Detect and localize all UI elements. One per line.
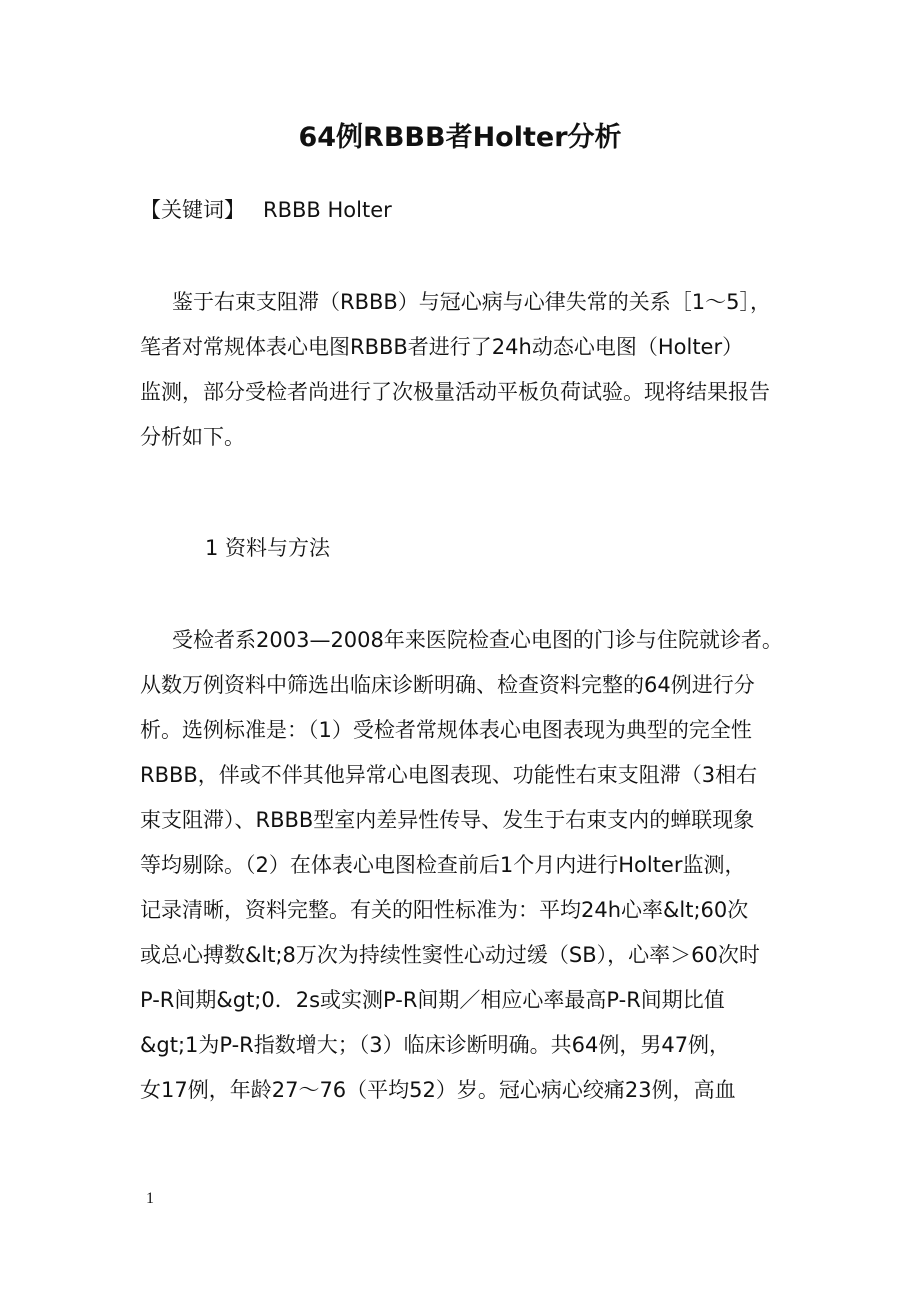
body-line: 从数万例资料中筛选出临床诊断明确、检查资料完整的64例进行分	[140, 673, 755, 697]
body-line: 等均剔除。（2）在体表心电图检查前后1个月内进行Holter监测，	[140, 853, 746, 877]
body-line: 束支阻滞）、RBBB型室内差异性传导、发生于右束支内的蝉联现象	[140, 808, 755, 832]
intro-line: 笔者对常规体表心电图RBBB者进行了24h动态心电图（Holter）	[140, 335, 744, 359]
page-number: 1	[146, 1190, 154, 1207]
methods-paragraph	[140, 618, 800, 1113]
intro-line: 分析如下。	[140, 425, 245, 449]
intro-line: 鉴于右束支阻滞（RBBB）与冠心病与心律失常的关系［1～5］，	[172, 290, 772, 314]
body-line: RBBB，伴或不伴其他异常心电图表现、功能性右束支阻滞（3相右	[140, 763, 758, 787]
intro-paragraph	[140, 280, 800, 460]
body-line: 记录清晰，资料完整。有关的阳性标准为：平均24h心率&lt;60次	[140, 898, 749, 922]
document-title: 64例RBBB者Holter分析	[298, 122, 622, 153]
section-heading: 1 资料与方法	[205, 536, 331, 560]
intro-line: 监测，部分受检者尚进行了次极量活动平板负荷试验。现将结果报告	[140, 380, 770, 404]
body-line: &gt;1为P-R指数增大；（3）临床诊断明确。共64例，男47例，	[140, 1033, 731, 1057]
keywords-line	[140, 192, 392, 228]
body-line: P-R间期&gt;0．2s或实测P-R间期／相应心率最高P-R间期比值	[140, 988, 725, 1012]
keywords-label: 【关键词】	[140, 198, 245, 222]
body-line: 女17例，年龄27～76（平均52）岁。冠心病心绞痛23例，高血	[140, 1078, 736, 1102]
body-line: 或总心搏数&lt;8万次为持续性窦性心动过缓（SB），心率＞60次时	[140, 943, 760, 967]
body-line: 受检者系2003—2008年来医院检查心电图的门诊与住院就诊者。	[172, 628, 783, 652]
keywords-value: RBBB Holter	[263, 198, 392, 222]
body-line: 析。选例标准是：（1）受检者常规体表心电图表现为典型的完全性	[140, 718, 752, 742]
